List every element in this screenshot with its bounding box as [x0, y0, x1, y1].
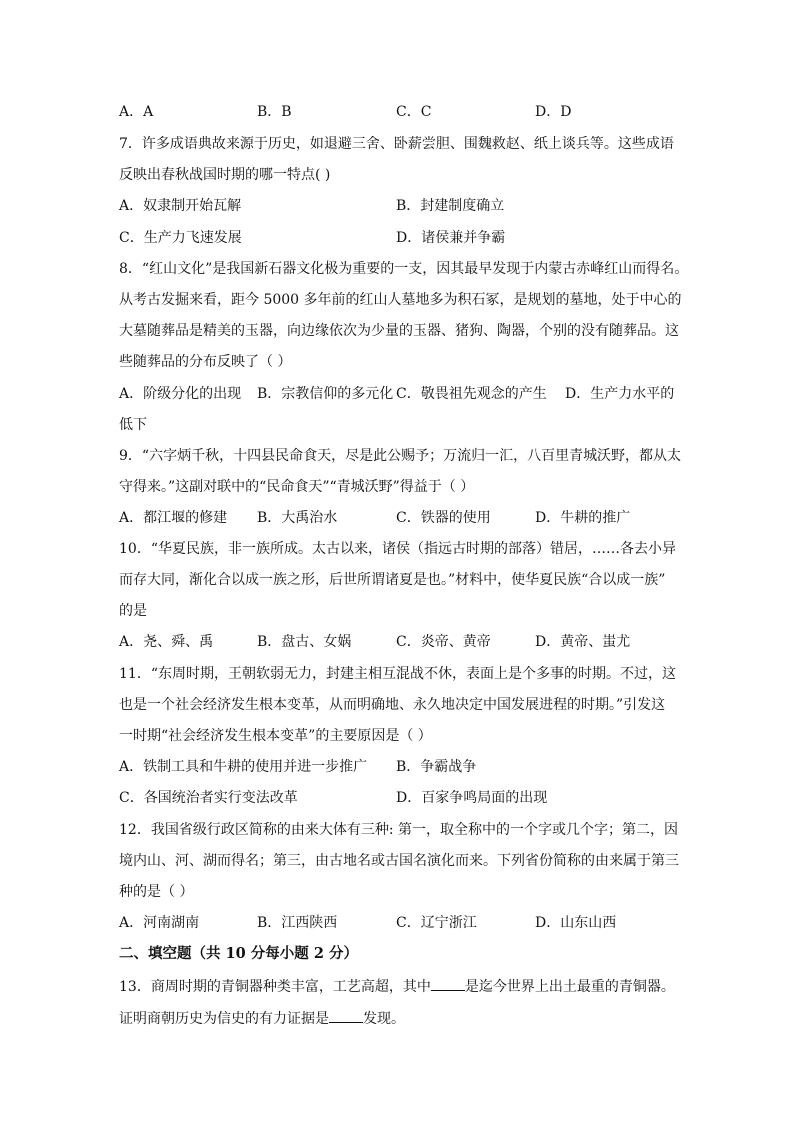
- q12-stem-line-2: 境内山、河、湖而得名；第三，由古地名或古国名演化而来。下列省份简称的由来属于第三: [119, 853, 679, 869]
- q12-option-b: B．江西陕西: [257, 915, 338, 931]
- q8-stem-line-2: 从考古发掘来看，距今 5000 多年前的红山人墓地多为积石冢，是规划的墓地，处于中心的: [119, 292, 682, 308]
- q13-line-2-start: 证明商朝历史为信史的有力证据是: [119, 1011, 329, 1027]
- q13-line-2-end: 发现。: [363, 1011, 405, 1027]
- q11-option-a: A．铁制工具和牛耕的使用并进一步推广: [119, 759, 368, 775]
- q8-option-c: C．敬畏祖先观念的产生: [396, 386, 547, 402]
- q12-stem-line-3: 种的是（ ）: [119, 884, 194, 900]
- section-2-heading: 二、填空题（共 10 分每小题 2 分）: [119, 945, 358, 962]
- q9-option-b: B．大禹治水: [257, 510, 338, 526]
- q10-option-a: A．尧、舜、禹: [119, 634, 214, 650]
- q11-option-d: D．百家争鸣局面的出现: [396, 790, 548, 806]
- q9-option-d: D．牛耕的推广: [535, 510, 631, 526]
- q6-option-d: D．D: [535, 104, 572, 120]
- q7-option-a: A．奴隶制开始瓦解: [119, 198, 242, 214]
- q8-option-d: D．生产力水平的: [565, 386, 675, 402]
- q10-option-c: C．炎帝、黄帝: [396, 634, 491, 650]
- q12-option-c: C．辽宁浙江: [396, 915, 477, 931]
- q6-option-a: A．A: [119, 104, 154, 120]
- q7-option-d: D．诸侯兼并争霸: [396, 230, 506, 246]
- q7-stem-line-1: 7．许多成语典故来源于历史，如退避三舍、卧薪尝胆、围魏救赵、纸上谈兵等。这些成语: [119, 136, 674, 152]
- q8-stem-line-3: 大墓随葬品是精美的玉器，向边缘依次为少量的玉器、猪狗、陶器，个别的没有随葬品。这: [119, 323, 679, 339]
- q7-option-c: C．生产力飞速发展: [119, 230, 242, 246]
- q9-option-c: C．铁器的使用: [396, 510, 491, 526]
- q10-stem-line-2: 而存大同，渐化合以成一族之形，后世所谓诸夏是也。”材料中，使华夏民族“合以成一族”: [119, 572, 666, 588]
- q6-option-c: C．C: [396, 104, 432, 120]
- q7-option-b: B．封建制度确立: [396, 198, 505, 214]
- q10-option-d: D．黄帝、蚩尤: [535, 634, 631, 650]
- q8-option-d-wrap: 低下: [119, 417, 147, 433]
- q13-blank-2[interactable]: [329, 1008, 363, 1023]
- q11-option-b: B．争霸战争: [396, 759, 477, 775]
- q10-stem-line-3: 的是: [119, 603, 147, 619]
- q12-option-d: D．山东山西: [535, 915, 617, 931]
- q9-stem-line-2: 守得来。”这副对联中的“民命食天”“青城沃野”得益于（ ）: [119, 479, 475, 495]
- q8-option-a: A．阶级分化的出现: [119, 386, 242, 402]
- q13-line-1-end: 是迄今世界上出土最重的青铜器。: [464, 979, 675, 995]
- q11-stem-line-1: 11．“东周时期，王朝软弱无力，封建主相互混战不休，表面上是个多事的时期。不过，这: [119, 666, 676, 682]
- q8-stem-line-4: 些随葬品的分布反映了（ ）: [119, 354, 292, 370]
- q13-line-2: [119, 1008, 405, 1029]
- q6-option-b: B．B: [257, 104, 292, 120]
- q12-option-a: A．河南湖南: [119, 915, 200, 931]
- q9-stem-line-1: 9．“六字炳千秋，十四县民命食天，尽是此公赐予；万流归一汇，八百里青城沃野，都从太: [119, 448, 682, 464]
- q13-line-1: [119, 976, 675, 997]
- q13-blank-1[interactable]: [431, 976, 465, 991]
- q8-option-b: B．宗教信仰的多元化: [257, 386, 394, 402]
- q11-stem-line-2: 也是一个社会经济发生根本变革，从而明确地、永久地决定中国发展进程的时期。”引发这: [119, 697, 666, 713]
- q10-stem-line-1: 10．“华夏民族，非一族所成。太古以来，诸侯（指远古时期的部落）错居，……各去小异: [119, 541, 676, 557]
- q9-option-a: A．都江堰的修建: [119, 510, 228, 526]
- q12-stem-line-1: 12．我国省级行政区简称的由来大体有三种: 第一，取全称中的一个字或几个字；第二，因: [119, 822, 678, 838]
- q7-stem-line-2: 反映出春秋战国时期的哪一特点( ): [119, 167, 331, 183]
- q11-stem-line-3: 一时期“社会经济发生根本变革”的主要原因是（ ）: [119, 728, 432, 744]
- q10-option-b: B．盘古、女娲: [257, 634, 352, 650]
- q13-line-1-start: 13．商周时期的青铜器种类丰富，工艺高超，其中: [119, 979, 431, 995]
- q8-stem-line-1: 8．“红山文化”是我国新石器文化极为重要的一支，因其最早发现于内蒙古赤峰红山而得名。: [119, 261, 689, 277]
- q11-option-c: C．各国统治者实行变法改革: [119, 790, 298, 806]
